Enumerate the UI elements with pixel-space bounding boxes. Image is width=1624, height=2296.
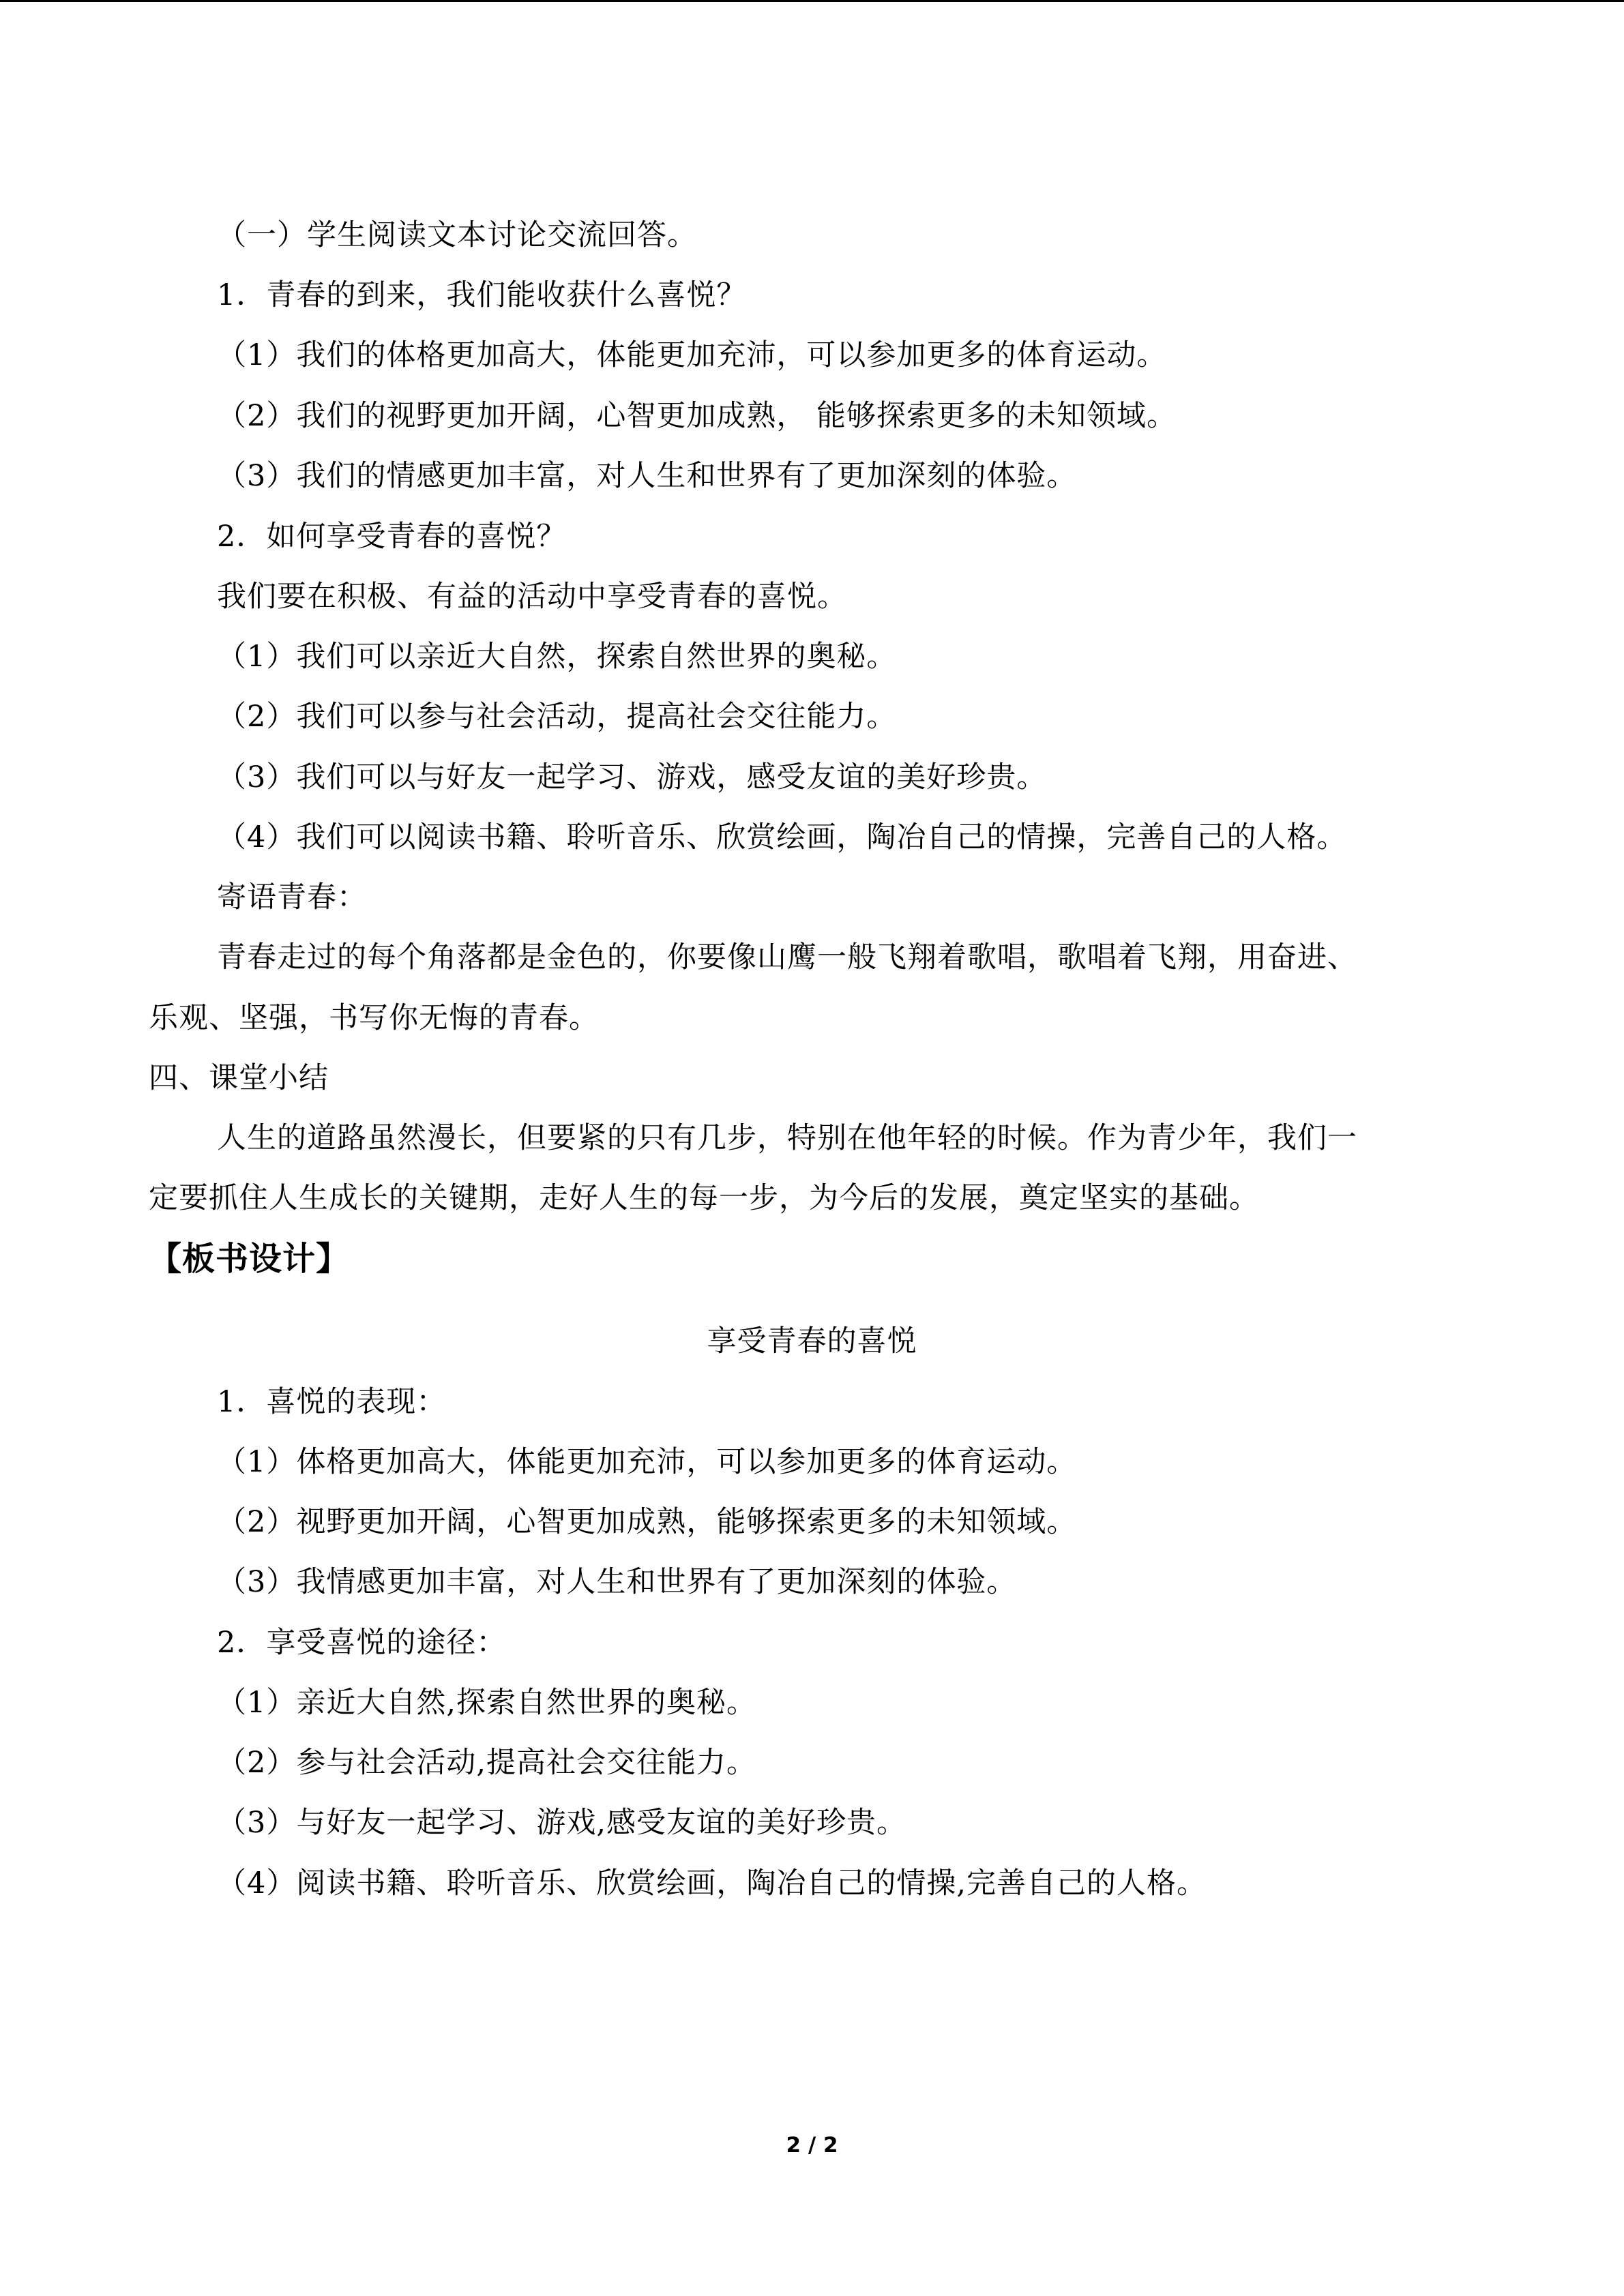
page-number: 2 / 2 xyxy=(786,2133,838,2158)
message-text-line-2: 乐观、坚强，书写你无悔的青春。 xyxy=(149,1001,599,1035)
board-point-1-3: （3）我情感更加丰富，对人生和世界有了更加深刻的体验。 xyxy=(217,1565,1017,1599)
top-border xyxy=(0,0,1624,2)
summary-text-line-2: 定要抓住人生成长的关键期，走好人生的每一步，为今后的发展，奠定坚实的基础。 xyxy=(149,1181,1259,1215)
board-point-1-2: （2）视野更加开阔，心智更加成熟，能够探索更多的未知领域。 xyxy=(217,1505,1077,1539)
board-title: 享受青春的喜悦 xyxy=(707,1324,917,1358)
answer-1-1: （1）我们的体格更加高大，体能更加充沛，可以参加更多的体育运动。 xyxy=(217,338,1167,372)
board-point-2-2: （2）参与社会活动,提高社会交往能力。 xyxy=(217,1746,757,1780)
board-point-2-3: （3）与好友一起学习、游戏,感受友谊的美好珍贵。 xyxy=(217,1806,907,1840)
answer-2-2: （2）我们可以参与社会活动，提高社会交往能力。 xyxy=(217,700,897,734)
answer-2-1: （1）我们可以亲近大自然，探索自然世界的奥秘。 xyxy=(217,640,897,674)
board-design-heading: 【板书设计】 xyxy=(149,1240,350,1278)
board-point-2: 2．享受喜悦的途径： xyxy=(217,1626,507,1660)
section-subheading: （一）学生阅读文本讨论交流回答。 xyxy=(217,218,697,252)
board-point-1-1: （1）体格更加高大，体能更加充沛，可以参加更多的体育运动。 xyxy=(217,1445,1077,1479)
answer-1-3: （3）我们的情感更加丰富，对人生和世界有了更加深刻的体验。 xyxy=(217,459,1077,493)
message-heading: 寄语青春： xyxy=(217,880,367,914)
summary-heading: 四、课堂小结 xyxy=(149,1061,329,1095)
board-point-1: 1．喜悦的表现： xyxy=(217,1385,447,1419)
answer-1-2: （2）我们的视野更加开阔，心智更加成熟， 能够探索更多的未知领域。 xyxy=(217,399,1177,433)
question-2: 2．如何享受青春的喜悦？ xyxy=(217,520,567,554)
board-point-2-1: （1）亲近大自然,探索自然世界的奥秘。 xyxy=(217,1686,757,1720)
summary-text-line-1: 人生的道路虽然漫长，但要紧的只有几步，特别在他年轻的时候。作为青少年，我们一 xyxy=(217,1121,1357,1155)
message-text-line-1: 青春走过的每个角落都是金色的，你要像山鹰一般飞翔着歌唱，歌唱着飞翔，用奋进、 xyxy=(217,940,1357,974)
answer-2-4: （4）我们可以阅读书籍、聆听音乐、欣赏绘画，陶冶自己的情操，完善自己的人格。 xyxy=(217,820,1347,854)
answer-2-intro: 我们要在积极、有益的活动中享受青春的喜悦。 xyxy=(217,580,847,614)
question-1: 1．青春的到来，我们能收获什么喜悦？ xyxy=(217,278,747,312)
answer-2-3: （3）我们可以与好友一起学习、游戏，感受友谊的美好珍贵。 xyxy=(217,760,1047,794)
board-point-2-4: （4）阅读书籍、聆听音乐、欣赏绘画，陶冶自己的情操,完善自己的人格。 xyxy=(217,1866,1207,1900)
